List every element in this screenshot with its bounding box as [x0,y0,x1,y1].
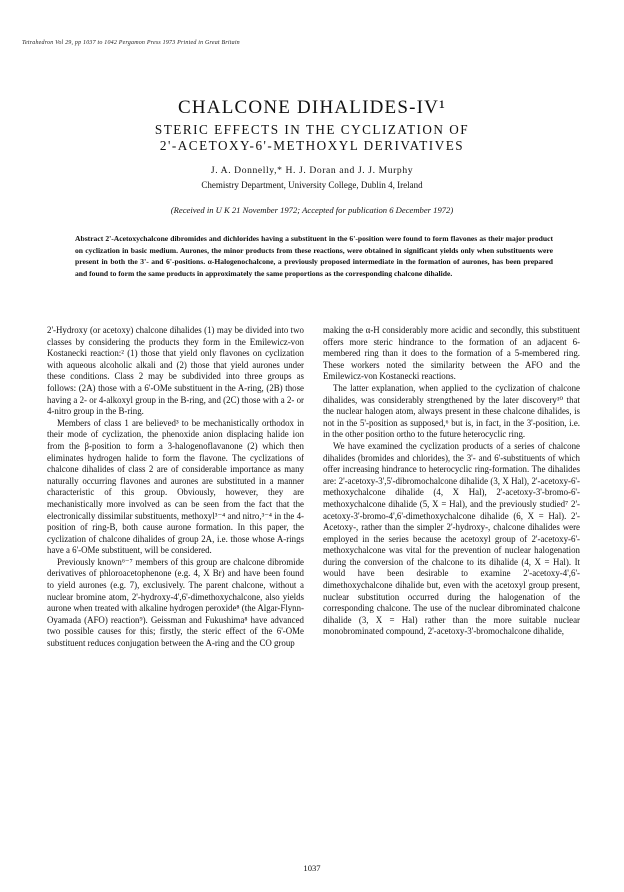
subtitle-line-2: 2'-ACETOXY-6'-METHOXYL DERIVATIVES [159,138,465,153]
affiliation: Chemistry Department, University College, Dublin 4, Ireland [201,180,423,190]
abstract-label: Abstract [75,234,104,243]
abstract [75,233,553,279]
left-paragraph-1: 2'-Hydroxy (or acetoxy) chalcone dihalides (1) may be divided into two classes by considering the products they form in the Emilewicz-von Kostanecki reaction:² (1) those that yield only flavones on cyclization with aqueous alcoholic alkali and (2) those that yield aurones under these conditions. Class 2 may be subdivided into three groups as follows: (2A) those with a 6'-OMe substituent in the A-ring, (2B) those having a 2- or 4-alkoxyl group in the B-ring, and (2C) those with a 2- or 4-nitro group in the B-ring. [47,325,304,417]
left-column [47,325,304,650]
right-paragraph-3: We have examined the cyclization products of a series of chalcone dihalides (bromides and chlorides), the 3'- and 6'-substituents of which offer increasing hindrance to heterocyclic ring-formation. The dihalides are: 2'-acetoxy-3',5'-dibromochalcone dihalide (3, X Hal), 2'-acetoxy-6'-methoxychalcone dihalide (4, X Hal), 2'-acetoxy-3'-bromo-6'-methoxychalcone dihalide (5, X = Hal), and the previously studied⁷ 2'-acetoxy-3'-bromo-4',6'-dimethoxychalcone dihalide (6, X = Hal). 2'-Acetoxy-, rather than the simpler 2'-hydroxy-, chalcone dihalides were employed in the series because the acetoxyl group of 2'-acetoxy-6'-methoxychalcone was vital for the prevention of nuclear halogenation during the conversion of the chalcone to its dihalide (4, X = Hal). It would have been desirable to examine 2'-acetoxy-4',6'-dimethoxychalcone dihalide but, even with the acetoxyl group present, nuclear substitution occurred during the halogenation of the corresponding chalcone. The use of the nuclear dibrominated chalcone dihalide (3, X = Hal) rather than the more suitable nuclear monobrominated compound, 2'-acetoxy-3'-bromochalcone dihalide, [323,440,580,637]
left-paragraph-3: Previously known⁶⁻⁷ members of this group are chalcone dibromide derivatives of phloroacetophenone (e.g. 4, X Br) and have been found to yield aurones (e.g. 7), exclusively. The parent chalcone, without a nuclear bromine atom, 2'-hydroxy-4',6'-dimethoxychalcone, also yields aurone when treated with alkaline hydrogen peroxide⁸ (the Algar-Flynn-Oyamada (AFO) reaction⁹). Geissman and Fukushima⁸ have advanced two possible causes for this; firstly, the steric effect of the 6'-OMe substituent reduces conjugation between the A-ring and the CO group [47,556,304,649]
right-paragraph-1: making the α-H considerably more acidic and secondly, this substituent offers more steric hindrance to the formation of an adjacent 6-membered ring than it does to the formation of a 5-membered ring. These workers noted the similarity between the AFO and the Emilewicz-von Kostanecki reactions. [323,325,580,382]
left-paragraph-2: Members of class 1 are believed³ to be mechanistically orthodox in their mode of cyclization, the phenoxide anion displacing halide ion from the β-position to form a 3-halogenoflavanone (2) which then eliminates hydrogen halide to form the flavone. The cyclizations of chalcone dihalides of class 2 are of considerable importance as many naturally occurring flavones and aurones are substituted in a manner characteristic of this group. Obviously, however, they are mechanistically more involved as can be seen from the fact that the electronically dissimilar substituents, methoxyl³⁻⁴ and nitro,³⁻⁴ in the 4-position of ring-B, both cause aurone formation. In this paper, the cyclization of chalcone dihalides of group 2A, i.e. those whose A-rings have a 6'-OMe substituent, will be considered. [47,417,304,556]
authors: J. A. Donnelly,* H. J. Doran and J. J. Murphy [210,165,414,176]
right-paragraph-2: The latter explanation, when applied to the cyclization of chalcone dihalides, was considerably strengthened by the later discovery¹⁰ that the nuclear halogen atom, always present in these chalcone dihalides, is not in the 5'-position as supposed,⁶ but is, in fact, in the 3'-position, i.e. in the other position ortho to the future heterocyclic ring. [323,382,580,440]
paper-title: CHALCONE DIHALIDES-IV¹ [178,97,446,118]
subtitle-line-1: STERIC EFFECTS IN THE CYCLIZATION OF [154,122,470,137]
right-column [323,325,580,638]
journal-citation: Tetrahedron Vol 29, pp 1037 to 1042 Pergamon Press 1973 Printed in Great Britain [22,40,240,46]
abstract-text: 2'-Acetoxychalcone dibromides and dichlorides having a substituent in the 6'-position were found to form flavones as their major product on cyclization in basic medium. Aurones, the minor products from these reactions, were obtained in significant yields only when substituents were present in both the 3'- and 6'-positions. α-Halogenochalcone, a previously proposed intermediate in the formation of aurones, has been prepared and found to form the same products in approximately the same proportions as the corresponding chalcone dihalide. [75,234,553,278]
paper-subtitle [0,122,624,154]
page-number: 1037 [303,863,321,873]
received-dates: (Received in U K 21 November 1972; Accepted for publication 6 December 1972) [170,205,454,215]
